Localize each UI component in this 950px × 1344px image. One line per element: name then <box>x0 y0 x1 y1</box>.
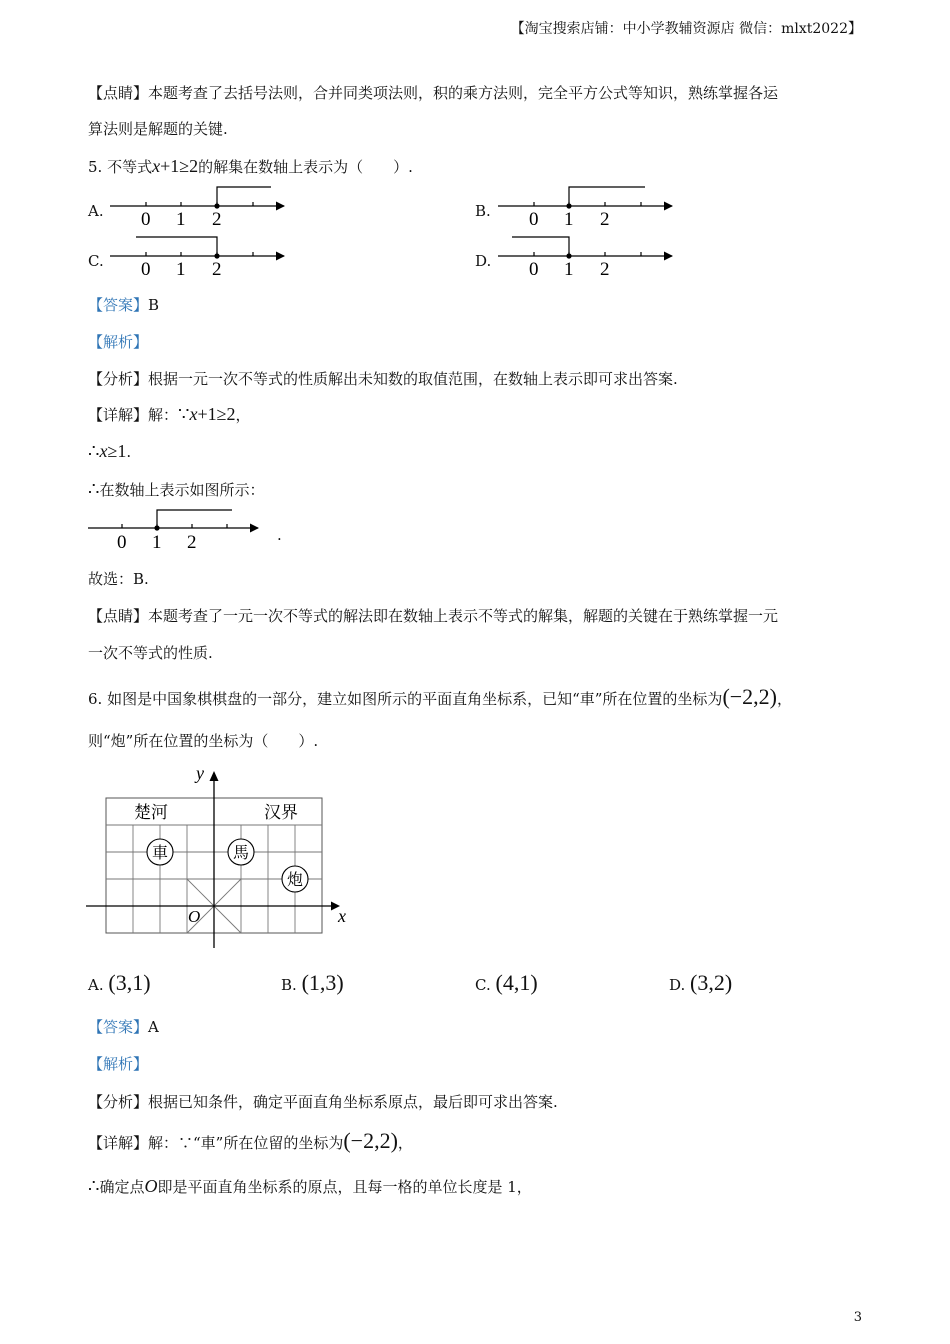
tick-label: 1 <box>564 209 574 228</box>
origin-label: O <box>188 907 201 926</box>
q6-chess-board <box>84 762 364 952</box>
prev-dianjing-line1: 【点睛】本题考查了去括号法则，合并同类项法则，积的乘方法则，完全平方公式等知识，熟练掌握各运 <box>88 84 779 102</box>
tick-label: 2 <box>600 209 610 228</box>
tick-label: 0 <box>141 209 151 228</box>
q5-dianjing-line1: 【点睛】本题考查了一元一次不等式的解法即在数轴上表示不等式的解集，解题的关键在于熟练掌握一元 <box>88 607 779 625</box>
river-right-label: 汉界 <box>264 803 298 822</box>
q5-choose: 故选：B. <box>88 570 149 588</box>
prev-dianjing-line2: 算法则是解题的关键. <box>88 120 228 138</box>
q5-option-a-numberline <box>108 182 293 228</box>
q5-option-d-numberline <box>496 232 681 278</box>
q6-option-b: B. (1,3) <box>281 970 344 995</box>
tick-label: 1 <box>152 532 162 552</box>
q5-option-c-label: C. <box>88 252 104 270</box>
q5-solution-period: . <box>277 526 282 544</box>
tick-label: 0 <box>529 209 539 228</box>
q5-xiangjie: 【详解】解：∵x+1≥2， <box>88 404 251 424</box>
q5-option-b-numberline <box>496 182 681 228</box>
tick-label: 2 <box>212 209 222 228</box>
q6-stem-line2: 则“炮”所在位置的坐标为（ ）. <box>88 732 319 750</box>
q5-stem: 5. 不等式x+1≥2的解集在数轴上表示为（ ）. <box>88 156 413 176</box>
q5-solution-numberline <box>86 506 271 552</box>
q6-answer: 【答案】A <box>88 1018 159 1036</box>
q6-analysis-tag: 【解析】 <box>88 1055 149 1073</box>
q5-option-c-numberline <box>108 232 293 278</box>
tick-label: 1 <box>176 259 186 278</box>
axis-x-label: x <box>338 906 346 926</box>
page-number: 3 <box>853 1310 862 1325</box>
q5-dianjing-line2: 一次不等式的性质. <box>88 644 213 662</box>
q6-option-a: A. (3,1) <box>88 970 151 995</box>
page-header: 【淘宝搜索店铺：中小学教辅资源店 微信：mlxt2022】 <box>510 21 862 37</box>
q6-option-d: D. (3,2) <box>669 970 733 995</box>
q5-option-a-label: A. <box>88 202 104 220</box>
q6-last-line: ∴确定点O即是平面直角坐标系的原点，且每一格的单位长度是 1， <box>88 1176 532 1196</box>
q5-option-b-label: B. <box>475 202 491 220</box>
q5-option-d-label: D. <box>475 252 492 270</box>
piece-pao: 炮 <box>286 872 304 889</box>
tick-label: 0 <box>117 532 127 552</box>
piece-ma: 馬 <box>232 845 250 862</box>
tick-label: 0 <box>141 259 151 278</box>
q6-option-c: C. (4,1) <box>475 970 538 995</box>
q5-result: ∴x≥1. <box>88 441 132 461</box>
q5-answer: 【答案】B <box>88 296 160 314</box>
tick-label: 2 <box>600 259 610 278</box>
q6-xiangjie: 【详解】解：∵“車”所在位留的坐标为(−2,2)， <box>88 1128 413 1153</box>
river-left-label: 楚河 <box>134 803 168 822</box>
q5-fenxi: 【分析】根据一元一次不等式的性质解出未知数的取值范围，在数轴上表示即可求出答案. <box>88 370 678 388</box>
piece-che: 車 <box>151 845 169 862</box>
q6-fenxi: 【分析】根据已知条件，确定平面直角坐标系原点，最后即可求出答案. <box>88 1093 558 1111</box>
q5-numaxis-line: ∴在数轴上表示如图所示： <box>88 479 265 499</box>
dianjing-tag: 【点睛】 <box>88 84 149 102</box>
tick-label: 0 <box>529 259 539 278</box>
tick-label: 1 <box>176 209 186 228</box>
tick-label: 2 <box>187 532 197 552</box>
q5-analysis-tag: 【解析】 <box>88 333 149 351</box>
q6-stem-line1: 6. 如图是中国象棋棋盘的一部分，建立如图所示的平面直角坐标系，已知“車”所在位置的坐标为(−2,2)， <box>88 684 793 709</box>
tick-label: 2 <box>212 259 222 278</box>
tick-label: 1 <box>564 259 574 278</box>
axis-y-label: y <box>196 763 204 783</box>
